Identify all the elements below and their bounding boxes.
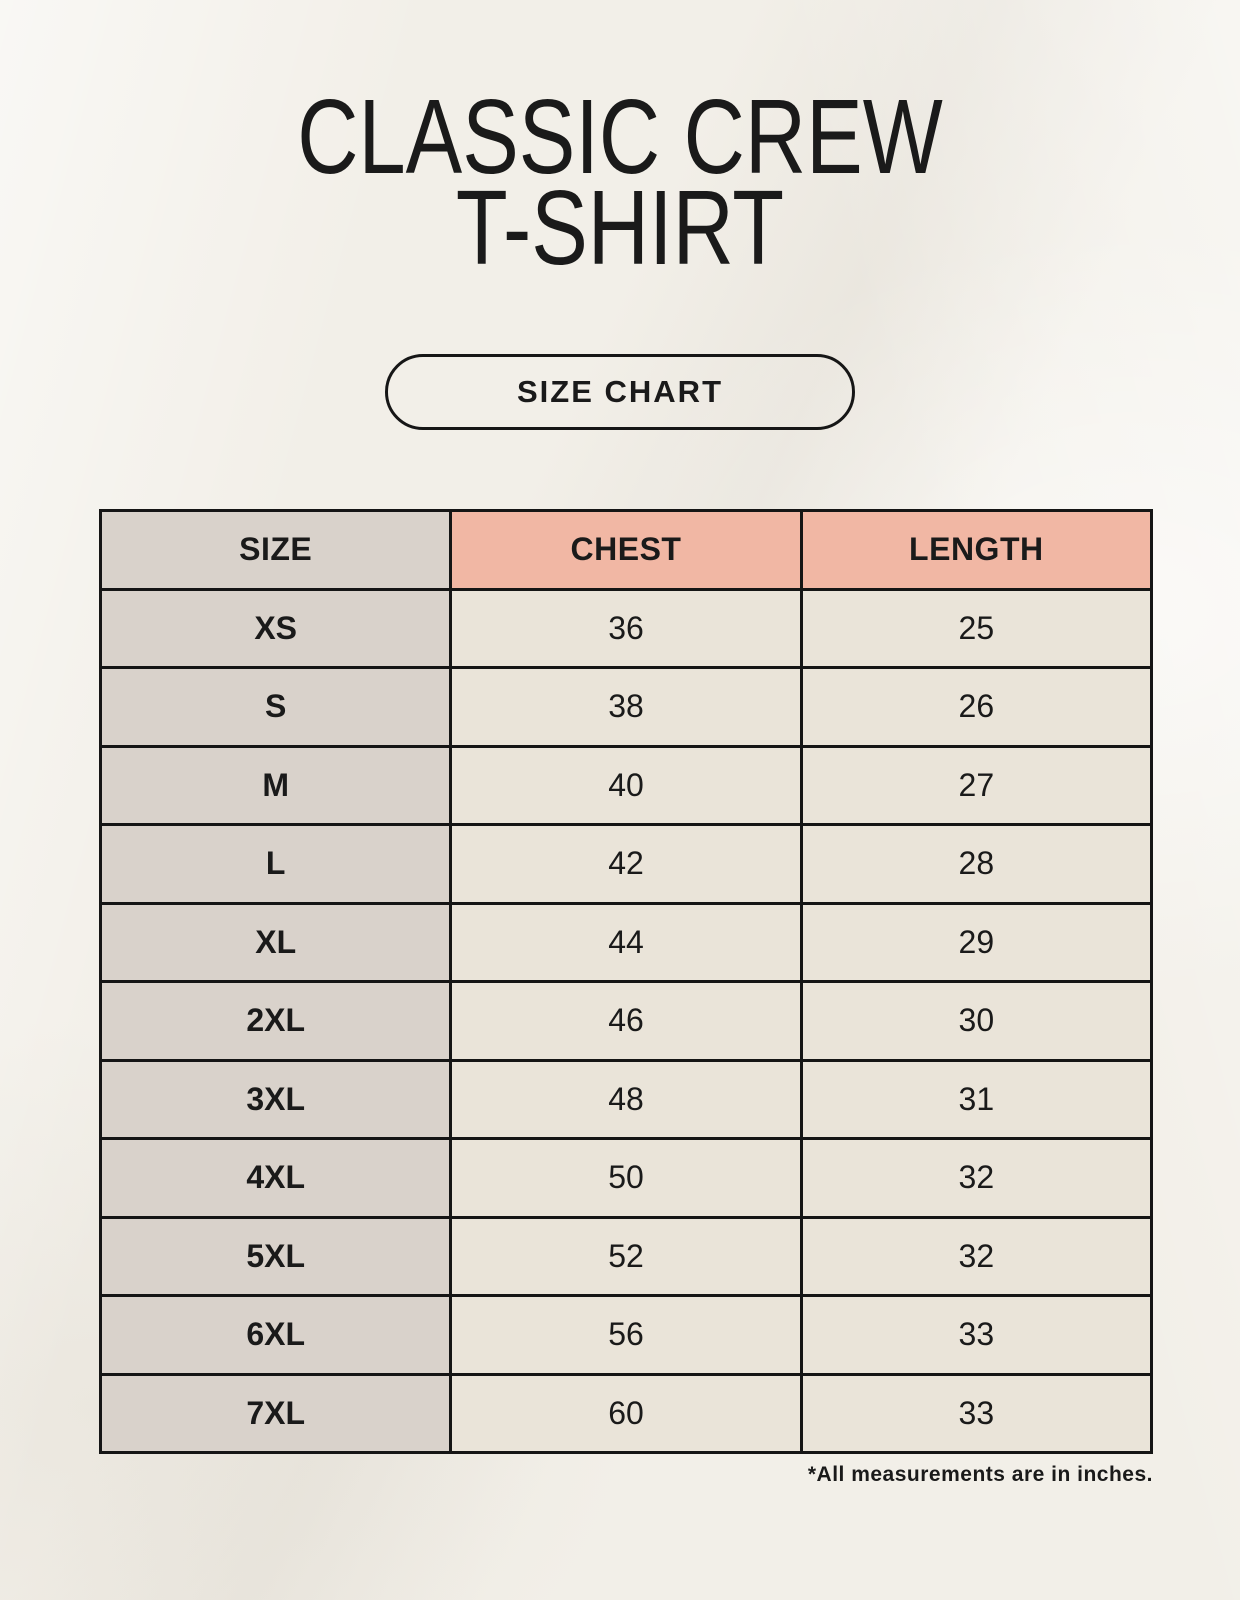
chest-cell: 42 <box>451 825 801 904</box>
length-cell: 29 <box>801 903 1151 982</box>
size-cell: 5XL <box>101 1217 451 1296</box>
length-cell: 33 <box>801 1374 1151 1453</box>
chest-cell: 46 <box>451 982 801 1061</box>
chest-cell: 44 <box>451 903 801 982</box>
length-cell: 28 <box>801 825 1151 904</box>
table-row <box>101 589 1152 668</box>
chest-cell: 36 <box>451 589 801 668</box>
table-row <box>101 825 1152 904</box>
table-row <box>101 1217 1152 1296</box>
length-cell: 25 <box>801 589 1151 668</box>
size-chart-button[interactable]: SIZE CHART <box>385 354 855 430</box>
measurements-footnote: *All measurements are in inches. <box>807 1463 1153 1486</box>
size-cell: XL <box>101 903 451 982</box>
chest-cell: 38 <box>451 668 801 747</box>
table-row <box>101 668 1152 747</box>
page-title <box>124 0 1116 288</box>
chest-cell: 60 <box>451 1374 801 1453</box>
size-cell: 2XL <box>101 982 451 1061</box>
table-row <box>101 1296 1152 1375</box>
size-chart-button-row <box>0 354 1240 430</box>
length-cell: 31 <box>801 1060 1151 1139</box>
size-cell: 3XL <box>101 1060 451 1139</box>
size-cell: 7XL <box>101 1374 451 1453</box>
size-cell: M <box>101 746 451 825</box>
page-title-line1: CLASSIC CREW <box>297 78 943 196</box>
table-row <box>101 903 1152 982</box>
length-cell: 32 <box>801 1139 1151 1218</box>
length-cell: 27 <box>801 746 1151 825</box>
size-table-head <box>101 511 1152 590</box>
table-row <box>101 1374 1152 1453</box>
size-table-container <box>99 509 1153 1454</box>
size-cell: S <box>101 668 451 747</box>
chest-cell: 40 <box>451 746 801 825</box>
length-cell: 33 <box>801 1296 1151 1375</box>
table-row <box>101 746 1152 825</box>
column-header-chest: CHEST <box>451 511 801 590</box>
table-row <box>101 1060 1152 1139</box>
chest-cell: 52 <box>451 1217 801 1296</box>
size-table-body <box>101 589 1152 1453</box>
chest-cell: 56 <box>451 1296 801 1375</box>
size-cell: 6XL <box>101 1296 451 1375</box>
chest-cell: 50 <box>451 1139 801 1218</box>
size-cell: L <box>101 825 451 904</box>
size-table <box>99 509 1153 1454</box>
size-cell: XS <box>101 589 451 668</box>
column-header-length: LENGTH <box>801 511 1151 590</box>
table-header-row <box>101 511 1152 590</box>
size-cell: 4XL <box>101 1139 451 1218</box>
table-row <box>101 1139 1152 1218</box>
table-row <box>101 982 1152 1061</box>
length-cell: 32 <box>801 1217 1151 1296</box>
chest-cell: 48 <box>451 1060 801 1139</box>
page-title-line2: T-SHIRT <box>455 169 785 288</box>
length-cell: 30 <box>801 982 1151 1061</box>
length-cell: 26 <box>801 668 1151 747</box>
column-header-size: SIZE <box>101 511 451 590</box>
